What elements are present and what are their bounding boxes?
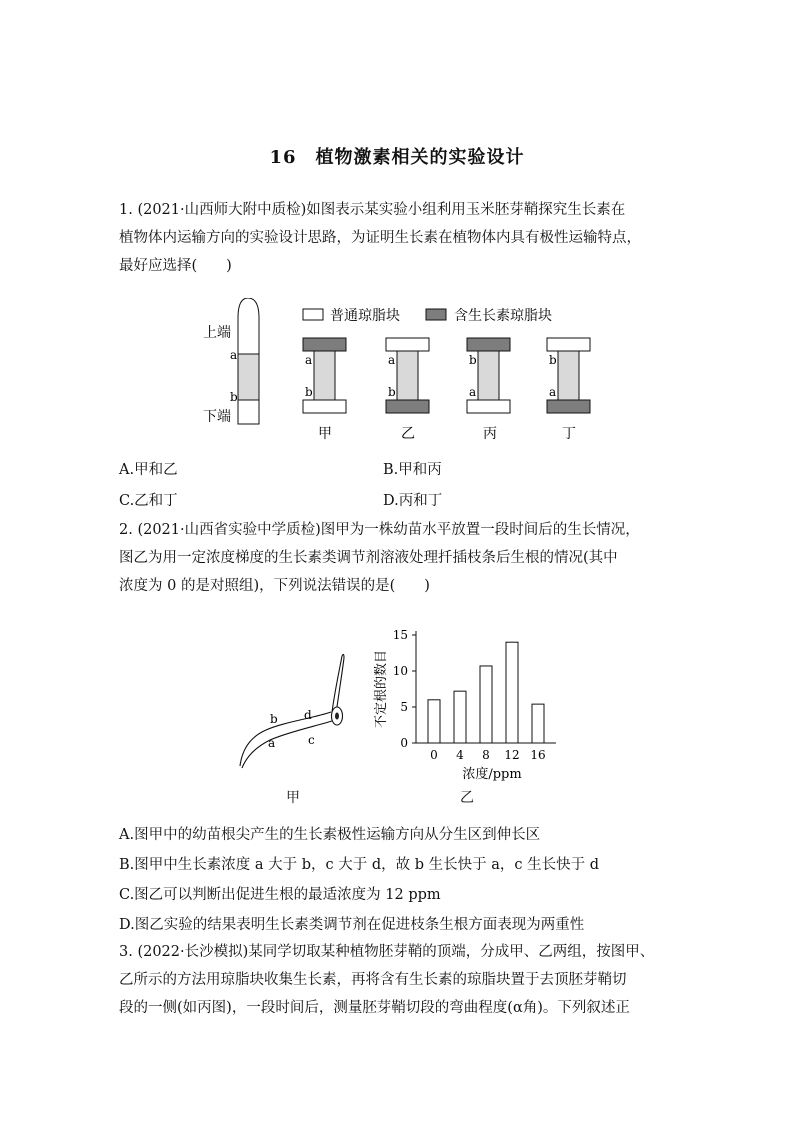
label-a-point: a [268, 736, 276, 750]
label-a: a [230, 348, 238, 362]
setup-bing-segment [478, 351, 499, 400]
setup-yi-segment [397, 351, 418, 400]
setup-ding-mark-top: b [549, 353, 557, 367]
question-3-stem [119, 938, 679, 1022]
seed-core [335, 713, 339, 720]
setup-ding-caption: 丁 [562, 426, 576, 442]
setup-yi-bottom-block [386, 400, 429, 413]
q1-option-d[interactable]: D.丙和丁 [383, 493, 443, 509]
setup-yi-caption: 乙 [401, 426, 415, 442]
fig-jia-caption: 甲 [286, 790, 300, 806]
label-b: b [230, 390, 238, 404]
setup-jia-top-block [303, 338, 346, 351]
bar [454, 691, 466, 743]
q2-line-3: 浓度为 0 的是对照组)，下列说法错误的是( ) [119, 578, 430, 594]
seedling-figure [232, 650, 362, 810]
q1-option-c[interactable]: C.乙和丁 [119, 493, 178, 509]
label-b-point: b [270, 712, 278, 726]
bar [506, 642, 518, 743]
x-tick-label: 0 [430, 748, 438, 762]
coleoptile-segment [238, 354, 259, 400]
legend-plain-swatch [303, 309, 323, 320]
x-tick-label: 16 [530, 748, 546, 762]
setup-jia-segment [314, 351, 335, 400]
setup-yi [386, 338, 429, 442]
setup-bing-bottom-block [467, 400, 510, 413]
x-axis-label: 浓度/ppm [462, 767, 522, 782]
seedling-root-upper [240, 712, 331, 766]
legend-auxin-label: 含生长素琼脂块 [454, 308, 552, 324]
seedling-root-lower [242, 721, 332, 768]
label-bottom-end: 下端 [203, 409, 231, 425]
q3-line-2: 乙所示的方法用琼脂块收集生长素，再将含有生长素的琼脂块置于去顶胚芽鞘切 [119, 972, 627, 988]
legend [303, 307, 552, 324]
y-tick-label: 10 [392, 664, 408, 678]
y-tick-label: 0 [400, 736, 408, 750]
q2-option-b[interactable]: B.图甲中生长素浓度 a 大于 b，c 大于 d，故 b 生长快于 a，c 生长快于 d [119, 857, 600, 873]
coleoptile-tip [238, 298, 259, 354]
setup-yi-top-block [386, 338, 429, 351]
setup-ding-segment [558, 351, 579, 400]
q3-line-3: 段的一侧(如丙图)，一段时间后，测量胚芽鞘切段的弯曲程度(α角)。下列叙述正 [119, 1000, 630, 1016]
setup-ding-mark-bottom: a [549, 385, 557, 399]
q1-line-3: 最好应选择( ) [119, 258, 232, 274]
q2-option-d[interactable]: D.图乙实验的结果表明生长素类调节剂在促进枝条生根方面表现为两重性 [119, 917, 585, 933]
bar [428, 700, 440, 743]
setup-bing-caption: 丙 [483, 426, 497, 442]
question-2-stem [119, 516, 679, 600]
x-tick-label: 8 [482, 748, 490, 762]
setup-ding [547, 338, 590, 442]
coleoptile-base [238, 400, 259, 424]
setup-bing-mark-bottom: a [469, 385, 477, 399]
q2-line-1: 2. (2021·山西省实验中学质检)图甲为一株幼苗水平放置一段时间后的生长情况， [119, 522, 640, 538]
setup-ding-top-block [547, 338, 590, 351]
setup-bing-top-block [467, 338, 510, 351]
fig-yi-caption: 乙 [460, 790, 474, 806]
x-tick-label: 12 [504, 748, 520, 762]
x-tick-label: 4 [456, 748, 464, 762]
page-title: 16 植物激素相关的实验设计 [269, 147, 525, 168]
q1-line-2: 植物体内运输方向的实验设计思路，为证明生长素在植物体内具有极性运输特点， [119, 230, 641, 246]
q1-option-a[interactable]: A.甲和乙 [119, 462, 178, 478]
root-count-chart [360, 625, 570, 785]
setup-yi-mark-bottom: b [388, 385, 396, 399]
setup-jia-mark-top: a [305, 353, 313, 367]
setup-jia-bottom-block [303, 400, 346, 413]
bar [532, 704, 544, 743]
q1-option-b[interactable]: B.甲和丙 [383, 462, 442, 478]
q2-option-a[interactable]: A.图甲中的幼苗根尖产生的生长素极性运输方向从分生区到伸长区 [119, 827, 541, 843]
legend-plain-label: 普通琼脂块 [330, 308, 400, 324]
label-d-point: d [304, 708, 312, 722]
q2-option-c[interactable]: C.图乙可以判断出促进生根的最适浓度为 12 ppm [119, 887, 441, 903]
setup-jia-mark-bottom: b [305, 385, 313, 399]
y-axis-label: 不定根的数目 [374, 649, 389, 729]
label-c-point: c [308, 733, 315, 747]
question-1-stem [119, 196, 679, 280]
label-top-end: 上端 [203, 325, 231, 341]
setup-jia-caption: 甲 [318, 426, 332, 442]
setup-ding-bottom-block [547, 400, 590, 413]
coleoptile-diagram [203, 298, 259, 425]
y-tick-label: 15 [392, 628, 408, 642]
legend-auxin-swatch [426, 309, 446, 320]
setup-yi-mark-top: a [388, 353, 396, 367]
q1-line-1: 1. (2021·山西师大附中质检)如图表示某实验小组利用玉米胚芽鞘探究生长素在 [119, 202, 626, 218]
y-tick-label: 5 [400, 700, 408, 714]
q1-figure [195, 298, 595, 448]
q3-line-1: 3. (2022·长沙模拟)某同学切取某种植物胚芽鞘的顶端，分成甲、乙两组，按图甲、 [119, 944, 655, 960]
bar [480, 666, 492, 743]
setup-bing [467, 338, 510, 442]
q2-line-2: 图乙为用一定浓度梯度的生长素类调节剂溶液处理扦插枝条后生根的情况(其中 [119, 550, 618, 566]
setup-jia [303, 338, 346, 442]
setup-bing-mark-top: b [469, 353, 477, 367]
